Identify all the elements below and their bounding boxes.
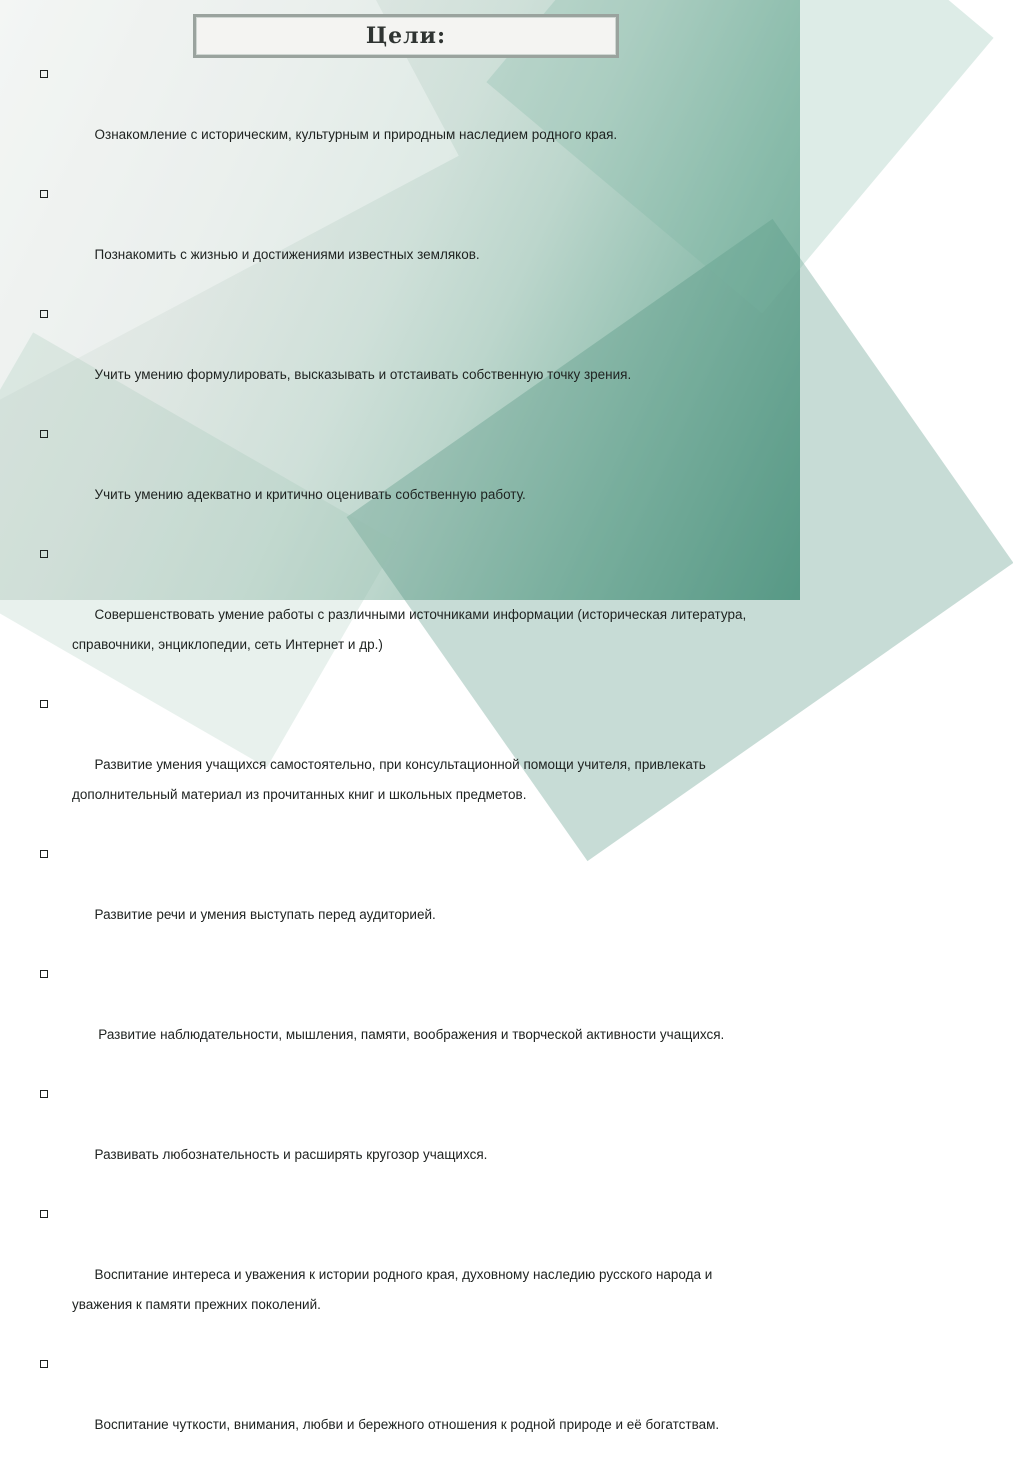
list-item xyxy=(40,420,775,540)
checkbox-square-icon xyxy=(40,190,48,198)
checkbox-square-icon xyxy=(40,550,48,558)
checkbox-square-icon xyxy=(40,700,48,708)
list-item xyxy=(40,1200,775,1350)
goal-text: Учить умению формулировать, высказывать и отстаивать собственную точку зрения. xyxy=(94,367,632,382)
list-item xyxy=(40,1080,775,1200)
goal-text: Учить умению адекватно и критично оценивать собственную работу. xyxy=(94,487,526,502)
checkbox-square-icon xyxy=(40,70,48,78)
checkbox-square-icon xyxy=(40,1360,48,1368)
checkbox-square-icon xyxy=(40,430,48,438)
goal-text: Развитие умения учащихся самостоятельно, при консультационной помощи учителя, привлекать дополнительный материал из прочитанных книг и школьных предметов. xyxy=(72,757,710,802)
list-item xyxy=(40,300,775,420)
goal-text: Познакомить с жизнью и достижениями известных земляков. xyxy=(94,247,480,262)
checkbox-square-icon xyxy=(40,1210,48,1218)
list-item xyxy=(40,60,775,180)
checkbox-square-icon xyxy=(40,310,48,318)
goal-text: Ознакомление с историческим, культурным и природным наследием родного края. xyxy=(94,127,618,142)
list-item xyxy=(40,690,775,840)
checkbox-square-icon xyxy=(40,1090,48,1098)
goal-text: Развитие наблюдательности, мышления, памяти, воображения и творческой активности учащихся. xyxy=(94,1027,725,1042)
list-item xyxy=(40,960,775,1080)
list-item xyxy=(40,180,775,300)
goals-list xyxy=(40,60,775,1470)
slide-title: Цели: xyxy=(365,23,447,49)
goal-text: Воспитание интереса и уважения к истории родного края, духовному наследию русского народа и уважения к памяти прежних поколений. xyxy=(72,1267,717,1312)
title-box xyxy=(193,14,619,58)
goal-text: Развивать любознательность и расширять кругозор учащихся. xyxy=(94,1147,488,1162)
checkbox-square-icon xyxy=(40,970,48,978)
list-item xyxy=(40,540,775,690)
goal-text: Воспитание чуткости, внимания, любви и бережного отношения к родной природе и её богатствам. xyxy=(94,1417,720,1432)
checkbox-square-icon xyxy=(40,850,48,858)
goal-text: Развитие речи и умения выступать перед аудиторией. xyxy=(94,907,436,922)
list-item xyxy=(40,840,775,960)
goal-text: Совершенствовать умение работы с различными источниками информации (историческая литература, справочники, энциклопедии, сеть Интернет и др.) xyxy=(72,607,750,652)
list-item xyxy=(40,1350,775,1470)
